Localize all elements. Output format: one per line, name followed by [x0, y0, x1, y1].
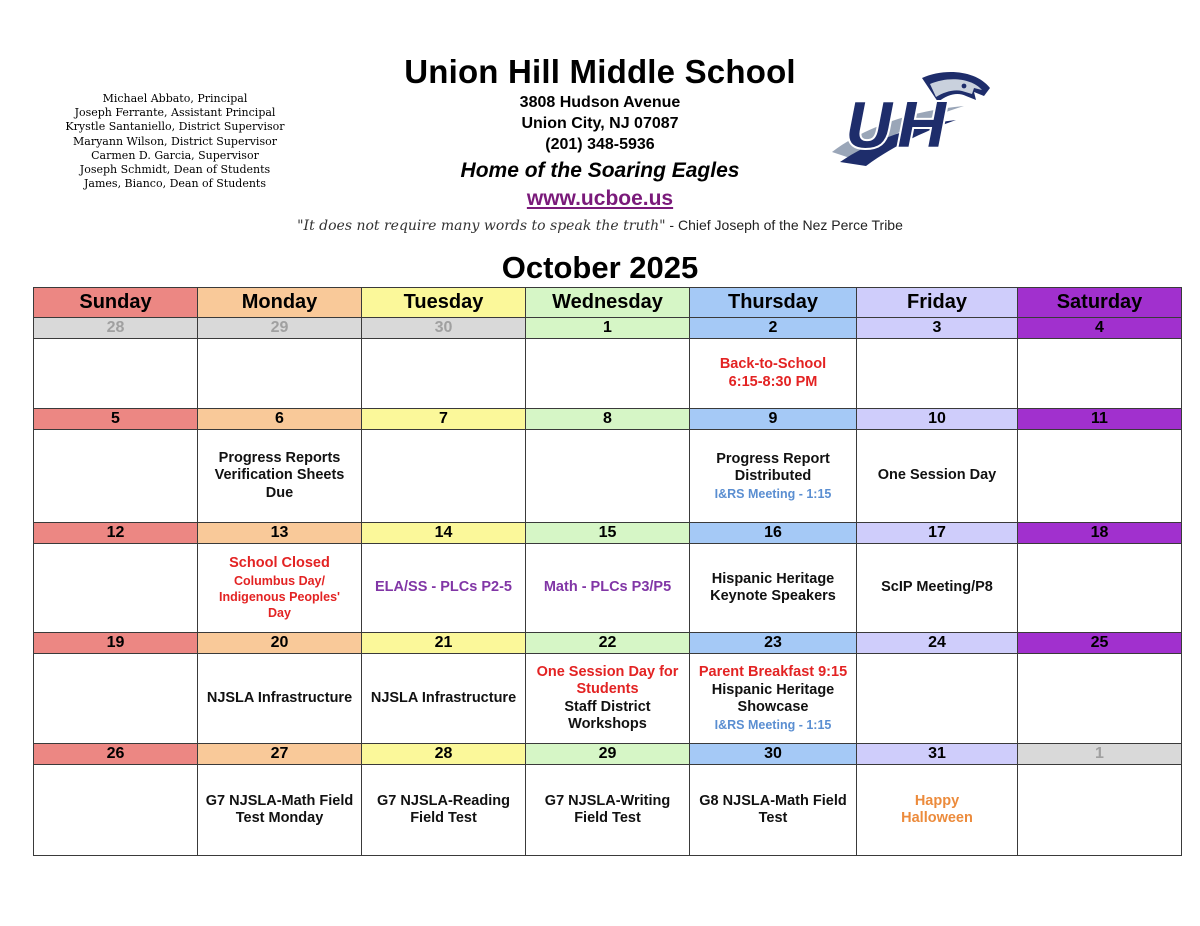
day-cell	[198, 654, 362, 744]
day-cell	[1018, 654, 1182, 744]
date-number-saturday: 18	[1018, 523, 1182, 544]
date-number-thursday: 2	[690, 318, 857, 339]
weekday-monday: Monday	[198, 288, 362, 318]
day-cell	[857, 765, 1018, 856]
event-line: Happy	[914, 792, 960, 809]
event-line: 6:15-8:30 PM	[728, 373, 818, 390]
event-line: Halloween	[901, 810, 973, 826]
day-cell	[526, 544, 690, 633]
event-line: I&RS Meeting - 1:15	[714, 717, 832, 732]
date-number-saturday: 4	[1018, 318, 1182, 339]
date-number-saturday: 1	[1018, 744, 1182, 765]
date-number-row	[34, 318, 1182, 339]
date-number-saturday: 25	[1018, 633, 1182, 654]
event-line: Hispanic Heritage	[711, 570, 835, 587]
school-motto: Home of the Soaring Eagles	[460, 159, 740, 182]
weekday-thursday: Thursday	[690, 288, 857, 318]
day-cell	[362, 430, 526, 523]
quote-attribution: - Chief Joseph of the Nez Perce Tribe	[665, 217, 903, 233]
staff-line: Carmen D. Garcia, Supervisor	[91, 148, 259, 162]
school-header	[330, 52, 870, 213]
event-line: G7 NJSLA-Math Field	[205, 792, 354, 809]
date-number-monday: 27	[198, 744, 362, 765]
event-line: Field Test	[410, 810, 477, 826]
event-line: Test	[758, 810, 788, 826]
weekday-saturday: Saturday	[1018, 288, 1182, 318]
address-street: 3808 Hudson Avenue	[519, 94, 681, 111]
event-line: G7 NJSLA-Reading	[377, 792, 510, 809]
date-number-sunday: 12	[34, 523, 198, 544]
event-line: Columbus Day/	[234, 573, 325, 588]
events-row	[34, 339, 1182, 409]
event-line: Verification Sheets	[214, 467, 345, 484]
website-link[interactable]: www.ucboe.us	[526, 187, 674, 210]
date-number-monday: 13	[198, 523, 362, 544]
date-number-sunday: 26	[34, 744, 198, 765]
phone-number: (201) 348-5936	[545, 136, 655, 153]
date-number-friday: 10	[857, 409, 1018, 430]
event-line: Distributed	[734, 468, 812, 484]
event-line: ScIP Meeting/P8	[881, 579, 993, 596]
events-row	[34, 765, 1182, 856]
eagle-logo-icon	[826, 66, 996, 174]
event-line: One Session Day	[877, 467, 997, 484]
date-number-thursday: 9	[690, 409, 857, 430]
event-line: Progress Report	[716, 450, 830, 467]
event-line: G7 NJSLA-Writing	[544, 792, 671, 809]
quote-text: "It does not require many words to speak the truth"	[297, 218, 666, 234]
weekday-wednesday: Wednesday	[526, 288, 690, 318]
day-cell	[34, 430, 198, 523]
event-line: One Session Day for	[536, 663, 679, 680]
staff-list	[40, 92, 310, 191]
day-cell	[690, 339, 857, 409]
event-line: Day	[268, 605, 291, 620]
date-number-thursday: 16	[690, 523, 857, 544]
day-cell	[690, 544, 857, 633]
day-cell	[198, 339, 362, 409]
date-number-wednesday: 15	[526, 523, 690, 544]
staff-line: Maryann Wilson, District Supervisor	[73, 134, 277, 148]
day-cell	[690, 654, 857, 744]
day-cell	[690, 765, 857, 856]
date-number-tuesday: 30	[362, 318, 526, 339]
date-number-friday: 31	[857, 744, 1018, 765]
event-line: G8 NJSLA-Math Field	[699, 792, 847, 809]
event-line: Workshops	[568, 716, 647, 732]
date-number-wednesday: 1	[526, 318, 690, 339]
day-cell	[362, 654, 526, 744]
staff-line: Krystle Santaniello, District Supervisor	[65, 120, 285, 134]
weekday-sunday: Sunday	[34, 288, 198, 318]
event-line: Test Monday	[235, 810, 324, 826]
date-number-thursday: 30	[690, 744, 857, 765]
day-cell	[526, 654, 690, 744]
date-number-friday: 24	[857, 633, 1018, 654]
date-number-thursday: 23	[690, 633, 857, 654]
event-line: Parent Breakfast 9:15	[698, 664, 848, 681]
date-number-sunday: 28	[34, 318, 198, 339]
day-cell	[362, 339, 526, 409]
event-line: Progress Reports	[218, 449, 341, 466]
day-cell	[526, 339, 690, 409]
staff-line: Joseph Schmidt, Dean of Students	[79, 163, 271, 177]
event-line: School Closed	[229, 555, 330, 572]
event-line: Field Test	[574, 810, 641, 826]
uh-eagle-logo	[826, 66, 996, 174]
day-cell	[1018, 765, 1182, 856]
day-cell	[362, 765, 526, 856]
event-line: NJSLA Infrastructure	[370, 689, 517, 706]
date-number-wednesday: 29	[526, 744, 690, 765]
day-cell	[198, 765, 362, 856]
address-city: Union City, NJ 07087	[521, 115, 679, 132]
school-name: Union Hill Middle School	[404, 53, 796, 90]
event-line: Hispanic Heritage	[711, 681, 835, 698]
date-number-sunday: 5	[34, 409, 198, 430]
day-cell	[857, 430, 1018, 523]
event-line: Keynote Speakers	[710, 588, 836, 604]
day-cell	[857, 339, 1018, 409]
day-cell	[1018, 544, 1182, 633]
date-number-row	[34, 633, 1182, 654]
staff-line: Joseph Ferrante, Assistant Principal	[74, 106, 276, 120]
event-line: Staff District	[564, 698, 651, 715]
day-cell	[526, 765, 690, 856]
weekday-tuesday: Tuesday	[362, 288, 526, 318]
date-number-tuesday: 14	[362, 523, 526, 544]
day-cell	[34, 654, 198, 744]
event-line: Students	[576, 681, 639, 697]
date-number-sunday: 19	[34, 633, 198, 654]
day-cell	[198, 430, 362, 523]
weekday-header-row	[34, 288, 1182, 318]
event-line: I&RS Meeting - 1:15	[714, 486, 832, 501]
day-cell	[34, 339, 198, 409]
day-cell	[857, 544, 1018, 633]
calendar-grid	[33, 287, 1182, 856]
event-line: Showcase	[737, 699, 809, 716]
day-cell	[34, 765, 198, 856]
date-number-tuesday: 7	[362, 409, 526, 430]
day-cell	[857, 654, 1018, 744]
events-row	[34, 544, 1182, 633]
quote	[200, 217, 1000, 234]
logo-letters: UH	[844, 90, 950, 164]
date-number-monday: 20	[198, 633, 362, 654]
events-row	[34, 430, 1182, 523]
event-line: Indigenous Peoples'	[218, 589, 341, 604]
day-cell	[1018, 339, 1182, 409]
date-number-saturday: 11	[1018, 409, 1182, 430]
date-number-row	[34, 744, 1182, 765]
day-cell	[362, 544, 526, 633]
date-number-tuesday: 28	[362, 744, 526, 765]
event-line: ELA/SS - PLCs P2-5	[375, 579, 512, 596]
event-line: Due	[265, 484, 294, 501]
staff-line: James, Bianco, Dean of Students	[84, 177, 266, 191]
date-number-wednesday: 22	[526, 633, 690, 654]
staff-line: Michael Abbato, Principal	[102, 92, 248, 105]
date-number-friday: 3	[857, 318, 1018, 339]
weekday-friday: Friday	[857, 288, 1018, 318]
date-number-monday: 6	[198, 409, 362, 430]
date-number-wednesday: 8	[526, 409, 690, 430]
event-line: Math - PLCs P3/P5	[543, 579, 672, 596]
event-line: Back-to-School	[719, 356, 827, 372]
date-number-friday: 17	[857, 523, 1018, 544]
date-number-row	[34, 409, 1182, 430]
day-cell	[198, 544, 362, 633]
day-cell	[1018, 430, 1182, 523]
date-number-monday: 29	[198, 318, 362, 339]
month-title: October 2025	[501, 250, 699, 285]
date-number-tuesday: 21	[362, 633, 526, 654]
day-cell	[526, 430, 690, 523]
day-cell	[690, 430, 857, 523]
date-number-row	[34, 523, 1182, 544]
event-line: NJSLA Infrastructure	[206, 689, 353, 706]
events-row	[34, 654, 1182, 744]
day-cell	[34, 544, 198, 633]
